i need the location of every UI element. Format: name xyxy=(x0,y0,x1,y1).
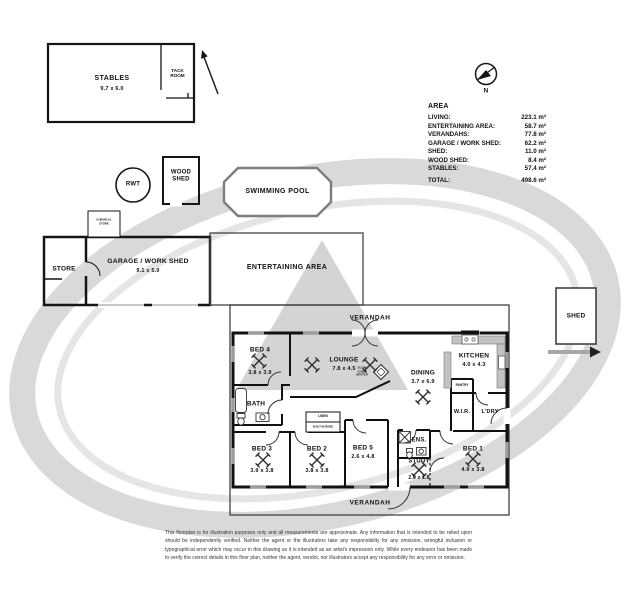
linen-label: LINEN xyxy=(318,414,328,419)
area-row: ENTERTAINING AREA: 58.7 m² xyxy=(428,122,546,130)
room-label-bed5: BED 5 xyxy=(352,444,374,452)
room-dims-bed5: 2.6 x 4.8 xyxy=(351,453,375,460)
toilet-icon xyxy=(237,414,245,419)
driveway-arrow-right xyxy=(548,347,601,358)
area-row: GARAGE / WORK SHED: 62.2 m² xyxy=(428,139,546,147)
room-dims-lounge: 7.8 x 4.5 xyxy=(332,365,356,372)
room-dims-bed2: 3.8 x 3.8 xyxy=(305,467,329,474)
stove-icon xyxy=(462,335,478,344)
fan-bed3 xyxy=(256,453,270,467)
chemical-store-label: CHEMICAL STORE xyxy=(96,217,112,225)
shed-label: SHED xyxy=(566,312,586,320)
room-label-bath: BATH xyxy=(246,400,266,408)
driveway-arrow-top xyxy=(201,50,218,94)
room-dims-bed4: 3.8 x 3.9 xyxy=(248,369,272,376)
room-label-study: STUDY xyxy=(408,458,430,465)
verandah-bottom-label: VERANDAH xyxy=(349,499,391,507)
room-label-kitchen: KITCHEN xyxy=(458,352,490,360)
garage-label: GARAGE / WORK SHED xyxy=(107,258,189,266)
fan-dining xyxy=(416,390,430,404)
area-row: STABLES: 57.4 m² xyxy=(428,165,546,172)
room-dims-dining: 3.7 x 6.9 xyxy=(411,378,435,385)
room-dims-study: 2.8 x 1.8 xyxy=(408,475,430,482)
wood-shed-label: WOOD SHED xyxy=(170,169,192,182)
area-row: WOOD SHED: 8.4 m² xyxy=(428,156,546,164)
sink-icon xyxy=(499,356,506,369)
stables-label: STABLES xyxy=(94,75,130,83)
area-table xyxy=(428,103,546,185)
stables-structure xyxy=(48,44,194,122)
disclaimer-text: This floorplan is for illustration purposes only and all measurements are approximate. Any information that is intended to be relied upon should be independently verified. Neither the agent or the illustrators take any responsibility for any omission, wrongful inclusion or typographical error which may occur in this drawing as it is intended as an artist's impression only. While every endeavor has been made to verify the correct details in this floor plan, neither the agent, vendor, nor illustrators accept any responsibility for any error or omission. xyxy=(165,530,472,561)
area-row-total: TOTAL: 498.6 m² xyxy=(428,176,546,184)
room-label-dining: DINING xyxy=(411,369,435,377)
rwt-label: RWT xyxy=(125,181,141,188)
area-table-title: AREA xyxy=(428,103,449,110)
room-label-bed1: BED 1 xyxy=(462,445,484,453)
room-label-bed4: BED 4 xyxy=(249,346,271,354)
verandah-top-label: VERANDAH xyxy=(349,314,391,322)
room-label-lounge: LOUNGE xyxy=(329,356,359,364)
room-label-wir: W.I.R. xyxy=(453,408,471,415)
heater-label: SLOW COMB HEATER xyxy=(356,365,368,377)
room-label-bed2: BED 2 xyxy=(306,445,328,453)
room-label-ens: ENS. xyxy=(411,437,427,444)
pantry-label: PANTRY xyxy=(455,383,469,388)
store-label: STORE xyxy=(52,265,76,273)
tack-room-label: TACK ROOM xyxy=(170,67,185,78)
room-dims-bed3: 3.9 x 3.8 xyxy=(250,467,274,474)
area-row: SHED: 11.0 m² xyxy=(428,148,546,155)
room-label-ldry: L'DRY xyxy=(481,408,499,415)
ensuite-fixtures xyxy=(399,432,426,459)
entertaining-area-label: ENTERTAINING AREA xyxy=(246,264,328,272)
area-row: LIVING: 223.1 m² xyxy=(428,114,546,121)
room-dims-kitchen: 4.0 x 4.3 xyxy=(462,361,486,368)
stables-dims: 9.7 x 6.0 xyxy=(100,85,124,92)
swimming-pool-label: SWIMMING POOL xyxy=(245,188,310,196)
fan-bed2 xyxy=(310,453,324,467)
compass-icon xyxy=(476,64,497,85)
area-row: VERANDAHS: 77.8 m² xyxy=(428,131,546,138)
room-dims-bed1: 4.9 x 3.8 xyxy=(461,466,485,473)
room-label-bed3: BED 3 xyxy=(251,445,273,453)
compass-north-label: N xyxy=(483,87,489,95)
garage-dims: 9.1 x 5.0 xyxy=(136,267,160,274)
bathtub-icon xyxy=(236,389,247,413)
robe-label: BUILT-IN ROBE xyxy=(312,424,334,429)
